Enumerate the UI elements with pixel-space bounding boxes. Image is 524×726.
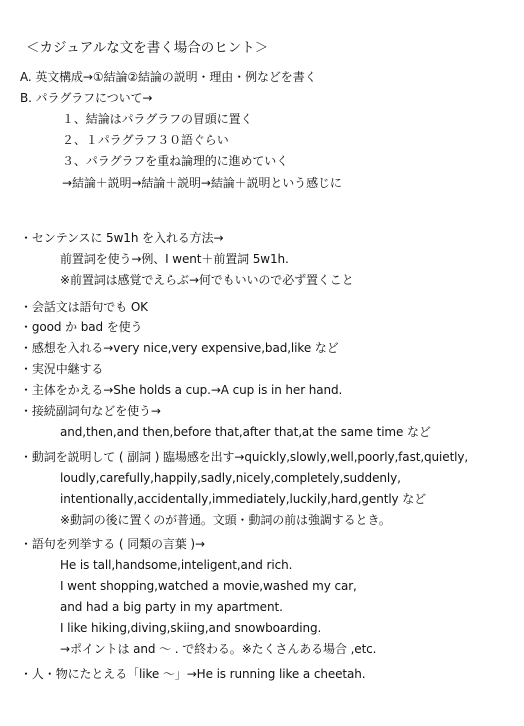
tip-5w1h: ・センテンスに 5w1h を入れる方法→ — [20, 231, 224, 245]
tip-sub-line: ※動詞の後に置くのが普通。文頭・動詞の前は強調するとき。 — [60, 513, 391, 527]
tip-sub-line: →ポイントは and ～ . で終わる。※たくさんある場合 ,etc. — [60, 642, 377, 656]
tip-conversation: ・会話文は語句でも OK — [20, 300, 148, 314]
intro-b-item: ２、１パラグラフ３０語ぐらい — [62, 133, 229, 147]
tip-sub-line: I went shopping,watched a movie,washed my car, — [60, 579, 357, 593]
tip-sub-line: ※前置詞は感覚でえらぶ→何でもいいので必ず置くこと — [60, 273, 354, 287]
tip-sub-line: He is tall,handsome,inteligent,and rich. — [60, 558, 293, 572]
tip-sub-line: and had a big party in my apartment. — [60, 600, 283, 614]
tip-sub-line: I like hiking,diving,skiing,and snowboarding. — [60, 621, 322, 635]
tip-impressions: ・感想を入れる→very nice,very expensive,bad,like など — [20, 341, 339, 355]
intro-b-item: １、結論はパラグラフの冒頭に置く — [62, 112, 253, 126]
intro-b-item: →結論＋説明→結論＋説明→結論＋説明という感じに — [62, 176, 342, 190]
tip-conjunctive-adverbs: ・接続副詞句などを使う→ — [20, 404, 161, 418]
intro-b: B. パラグラフについて→ — [20, 91, 153, 105]
tip-live-commentary: ・実況中継する — [20, 362, 104, 376]
intro-a: A. 英文構成→①結論②結論の説明・理由・例などを書く — [20, 70, 317, 84]
tip-sub-line: intentionally,accidentally,immediately,luckily,hard,gently など — [60, 492, 427, 506]
tip-change-subject: ・主体をかえる→She holds a cup.→A cup is in her hand. — [20, 383, 343, 397]
tip-simile: ・人・物にたとえる「like ～」→He is running like a cheetah. — [20, 667, 366, 681]
tip-adverbs: ・動詞を説明して ( 副詞 ) 臨場感を出す→quickly,slowly,well,poorly,fast,quietly, — [20, 450, 469, 464]
tip-sub-line: and,then,and then,before that,after that,at the same time など — [60, 425, 431, 439]
tip-sub-line: 前置詞を使う→例、I went＋前置詞 5w1h. — [60, 252, 289, 266]
intro-b-item: ３、パラグラフを重ね論理的に進めていく — [62, 154, 289, 168]
tip-good-bad: ・good か bad を使う — [20, 320, 143, 334]
page-title: ＜カジュアルな文を書く場合のヒント＞ — [26, 40, 269, 56]
tip-sub-line: loudly,carefully,happily,sadly,nicely,completely,suddenly, — [60, 471, 401, 485]
tip-enumerate: ・語句を列挙する ( 同類の言葉 )→ — [20, 537, 205, 551]
